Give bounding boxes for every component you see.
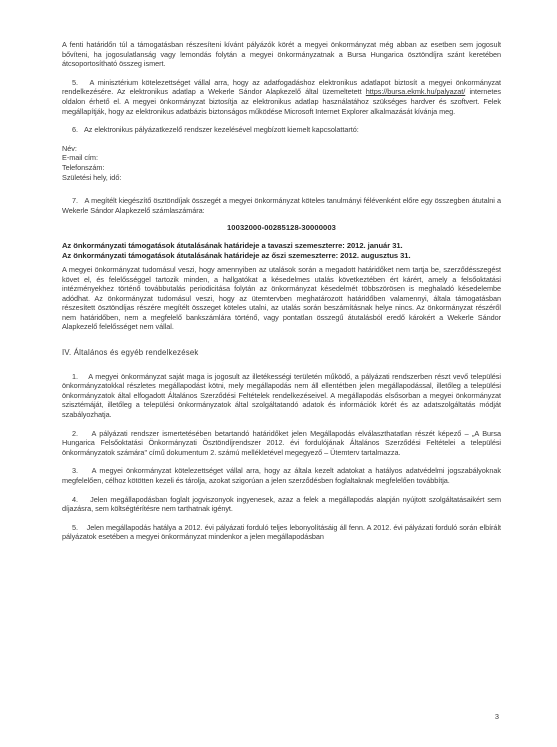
contact-phone-label: Telefonszám: xyxy=(62,162,105,172)
section-4-item-3 xyxy=(62,466,501,485)
section-4-item-4 xyxy=(62,495,501,514)
paragraph-5 xyxy=(62,78,501,116)
paragraph-late-transfer-note: A megyei önkormányzat tudomásul veszi, hogy amennyiben az utalások során a megadott határidőket nem tartja be, szerződésszegést követ el, és felelősséggel tartozik minden, a hallgatókat a késedelmes utalás következtében ért kárért, amely a felsőoktatási intézményekhez történő továbbutalás periodicitása folytán az önkormányzat késedelmét többszörösen is meghaladó késedelembe adódhat. Az önkormányzat tudomásul veszi, hogy az ütemtervben meghatározott határidőben valamennyi, általa támogatásban részesített ösztöndíjas részére megítélt összeget köteles utalni, az utalás során beszámításnak helye nincs. Az önkormányzat részéről nem határidőben, nem a megfelelő bankszámlára történő, vagy pontatlan összegű átutalásból eredő károkért a Wekerle Sándor Alapkezelő felelősséget nem vállal. xyxy=(62,264,501,332)
item-3-text: A megyei önkormányzat kötelezettséget vállal arra, hogy az általa kezelt adatokat a hatályos adatvédelmi jogszabályoknak megfelelően, célhoz kötötten kezeli és tárolja, azokat szigorúan a jelen szerződésben foglaltaknak megfelelően továbbítja. xyxy=(62,466,501,485)
paragraph-7 xyxy=(62,196,501,215)
item-5-text: Jelen megállapodás hatálya a 2012. évi pályázati forduló teljes lebonyolításáig áll fenn. A 2012. évi pályázati forduló során elbírált pályázatok esetében a megyei önkormányzat mindenkor a jelen megállapodásban xyxy=(62,522,501,542)
contact-name-label: Név: xyxy=(62,143,77,153)
item-2-text: A pályázati rendszer ismertetésében betartandó határidőket jelen Megállapodás elválaszthatatlan részét képező – „A Bursa Hungarica Felsőoktatási Önkormányzati Ösztöndíjrendszer 2012. évi fordulójának Általános Szerződési Feltételei a települési önkormányzatok számára" című dokumentum 2. számú mellékletével megegyező – Ütemterv tartalmazza. xyxy=(62,428,502,457)
item-number: 5. xyxy=(72,522,78,532)
bank-account-number: 10032000-00285128-30000003 xyxy=(226,223,337,233)
contact-birth-label: Születési hely, idő: xyxy=(62,172,122,182)
item-1-text: A megyei önkormányzat saját maga is jogosult az illetékességi területén működő, a pályázati rendszerben részt vevő települési önkormányzatokkal részletes megállapodást kötni, mely megállapodás nem áll ellentétben jelen megállapodással, illetőleg a települési önkormányzatok által elfogadott Általános Szerződési Feltételek rendelkezéseivel. A megállapodás elsősorban a megyei önkormányzat szisztémáját, illetőleg a települési önkormányzatok által szolgáltatandó adatok és információk körét és az adatszolgáltatás módját szabályozhatja. xyxy=(62,371,501,420)
paragraph-number: 5. xyxy=(72,77,78,87)
section-4-item-2 xyxy=(62,429,501,458)
contact-block xyxy=(62,144,501,182)
paragraph-6 xyxy=(62,125,501,135)
item-4-text: Jelen megállapodásban foglalt jogviszonyok ingyenesek, azaz a felek a megállapodás alapján nyújtott szolgáltatásaikért sem díjazásra, sem költségtérítésre nem tarthatnak igényt. xyxy=(62,494,501,514)
section-4-title: IV. Általános és egyéb rendelkezések xyxy=(62,348,199,358)
item-number: 2. xyxy=(72,428,78,438)
transfer-deadlines xyxy=(62,241,501,261)
item-number: 3. xyxy=(72,466,78,476)
deadline-spring: Az önkormányzati támogatások átutalásának határideje a tavaszi szemeszterre: 2012. január 31. xyxy=(62,240,403,250)
bursa-portal-link[interactable]: https://bursa.ekmk.hu/palyazat/ xyxy=(365,87,466,97)
section-4-item-5 xyxy=(62,523,501,542)
paragraph-5-text: A minisztérium kötelezettséget vállal arra, hogy az adatfogadáshoz elektronikus adatlapot biztosít a megyei önkormányzat rendelkezésére. Az elektronikus adatlap a Wekerle Sándor Alapkezelő által üzemeltetett xyxy=(62,77,502,97)
paragraph-deadline-note: A fenti határidőn túl a támogatásban részesíteni kívánt pályázók körét a megyei önkormányzat még abban az esetben sem jogosult bővíteni, ha jogosulatlanság vagy lemondás folytán a megyei önkormányzatnak a Bursa Hungarica ösztöndíjra szánt keretében átcsoportosítható összeg ismert. xyxy=(62,40,501,69)
paragraph-5-text-cont: internetes oldalon érhető el. A megyei önkormányzat biztosítja az elektronikus adatlap használatához szükséges hardver és szoftvert. Felek megállapítják, hogy az elektronikus adatbázis biztonságos működése Microsoft Internet Explorer alkalmazását kívánja meg. xyxy=(62,87,501,116)
contact-email-label: E-mail cím: xyxy=(62,153,98,163)
paragraph-6-text: Az elektronikus pályázatkezelő rendszer kezelésével megbízott kiemelt kapcsolattartó: xyxy=(83,125,359,135)
paragraph-number: 7. xyxy=(72,196,78,206)
paragraph-number: 6. xyxy=(72,125,78,135)
section-4-item-1 xyxy=(62,372,501,420)
paragraph-7-text: A megítélt kiegészítő ösztöndíjak összegét a megyei önkormányzat köteles tanulmányi félévenként előre egy összegben átutalni a Wekerle Sándor Alapkezelő számlaszámára: xyxy=(62,196,502,215)
page-number: 3 xyxy=(494,712,499,721)
item-number: 4. xyxy=(72,494,78,504)
item-number: 1. xyxy=(72,371,78,381)
deadline-autumn: Az önkormányzati támogatások átutalásának határideje az őszi szemeszterre: 2012. augusztus 31. xyxy=(62,250,411,260)
